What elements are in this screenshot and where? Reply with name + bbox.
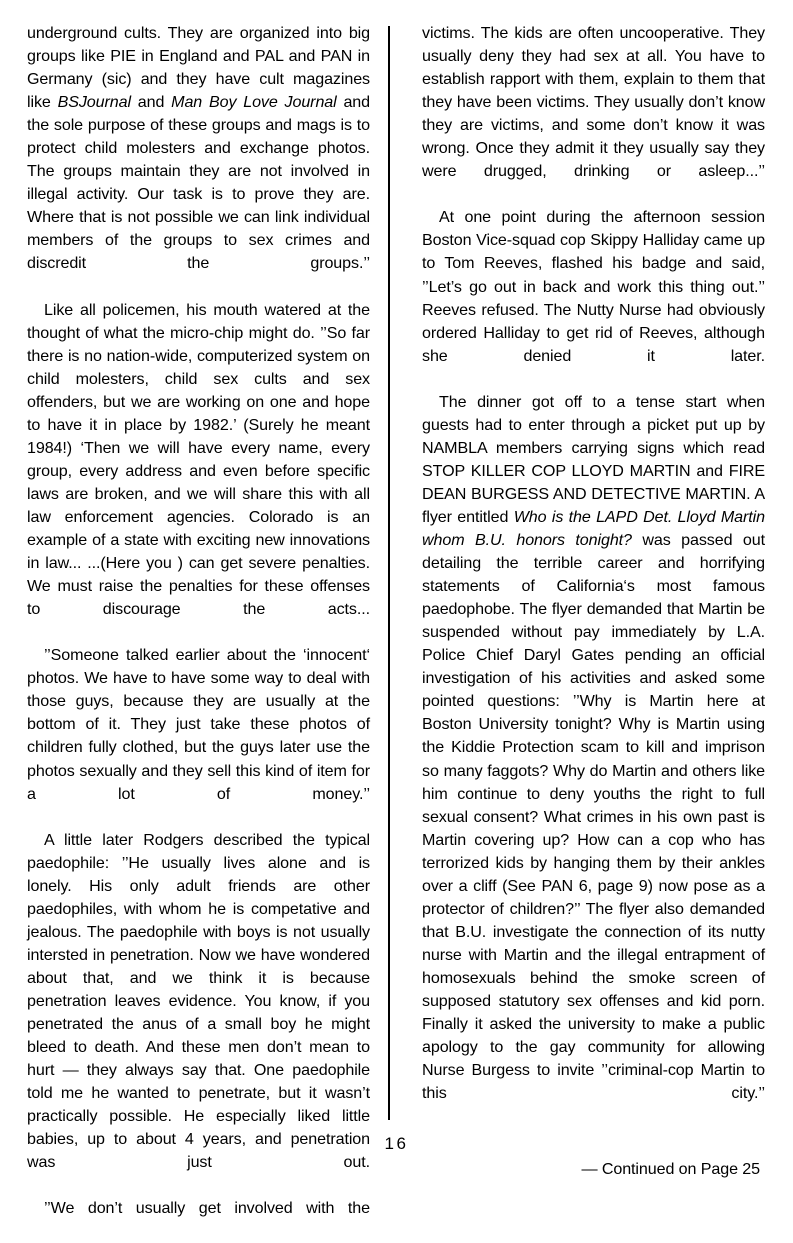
continued-on-note: — Continued on Page 25 xyxy=(581,1160,760,1179)
para-victims-kids-uncooperative: victims. The kids are often uncooperative. They usually deny they had sex at all. You have to establish rapport with them, explain to them that they have been victims. They usually don’t know they are victims, and some don’t know it was wrong. Once they admit it they usually say they were drugged, drinking or asleep...’’ xyxy=(422,24,765,181)
italic-title: Who is the LAPD Det. Lloyd Martin whom B.U. honors tonight? xyxy=(422,507,765,550)
para-someone-talked-earlier: ’’Someone talked earlier about the ‘innocent‘ photos. We have to have some way to deal with those guys, because they are usually at the bottom of it. They just take these photos of children fully clothed, but the guys later use the photos sexually and they sell this kind of item for a lot of money.’’ xyxy=(27,646,370,803)
para-like-all-policemen: Like all policemen, his mouth watered at the thought of what the micro-chip might do. ’’So far there is no nation-wide, computerized system on child molesters, child sex cults and sex offenders, but we are working on one and hope to have it in place by 1982.’ (Surely he meant 1984!) ‘Then we will have every name, every group, every address and even before specific laws are broken, and we will share this with all law enforcement agencies. Colorado is an example of a state with exciting new innovations in law... ...(Here you ) can get severe penalties. We must raise the penalties for these offenses to discourage the acts... xyxy=(27,300,370,619)
para-underground-cults: underground cults. They are organized into big groups like PIE in England and PAL and PAN in Germany (sic) and they have cult magazines like BSJournal and Man Boy Love Journal and the sole purpose of these groups and mags is to protect child molesters and exchange photos. The groups maintain they are not involved in illegal activity. Our task is to prove they are. Where that is not possible we can link individual members of the groups to sex crimes and discredit the groups.’’ xyxy=(27,24,370,273)
column-right xyxy=(422,22,765,1181)
column-left xyxy=(27,22,370,1243)
italic-title: Man Boy Love Journal xyxy=(171,93,337,112)
para-a-little-later-rodgers: A little later Rodgers described the typical paedophile: ’’He usually lives alone and is lonely. His only adult friends are other paedophiles, with whom he is competative and jealous. The paedophile with boys is not usually intersted in penetration. Now we have wondered about that, and we think it is because penetration leaves evidence. You know, if you penetrated the anus of a small boy he might bleed to death. And these men don’t mean to hurt — they always say that. One paedophile told me he wanted to penetrate, but it wasn’t practically possible. He especially liked little babies, up to about 4 years, and penetration was just out. xyxy=(27,830,370,1172)
para-at-one-point-afternoon: At one point during the afternoon session Boston Vice-squad cop Skippy Halliday came up to Tom Reeves, flashed his badge and said, ’’Let’s go out in back and work this thing out.’’ Reeves refused. The Nutty Nurse had obviously ordered Halliday to get rid of Reeves, although she denied it later. xyxy=(422,208,765,365)
para-we-dont-usually: ’’We don’t usually get involved with the xyxy=(44,1199,370,1218)
column-divider-rule xyxy=(388,26,390,1120)
italic-title: BSJournal xyxy=(57,93,131,112)
para-dinner-tense-start: The dinner got off to a tense start when guests had to enter through a picket put up by NAMBLA members carrying signs which read STOP KILLER COP LLOYD MARTIN and FIRE DEAN BURGESS AND DETECTIVE MARTIN. A flyer entitled Who is the LAPD Det. Lloyd Martin whom B.U. honors tonight? was passed out detailing the terrible career and horrifying statements of California‘s most famous paedophobe. The flyer demanded that Martin be suspended without pay immediately by L.A. Police Chief Daryl Gates pending an official investigation of his activities and asked some pointed questions: ’’Why is Martin here at Boston University tonight? Why is Martin using the Kiddie Protection scam to kill and imprison so many faggots? Why do Martin and others like him continue to deny youths the right to full sexual consent? What crimes in his own past is Martin covering up? How can a cop who has terrorized kids by hanging them by their ankles over a cliff (See PAN 6, page 9) now pose as a protector of children?’’ The flyer also demanded that B.U. investigate the connection of its nutty nurse with Martin and the illegal entrapment of homosexuals behind the smoke screen of supposed statutory sex offenses and kid porn. Finally it asked the university to make a public apology to the gay community for allowing Nurse Burgess to invite ’’criminal-cop Martin to this city.’’ xyxy=(422,392,765,1103)
page-number: 16 xyxy=(384,1134,409,1153)
